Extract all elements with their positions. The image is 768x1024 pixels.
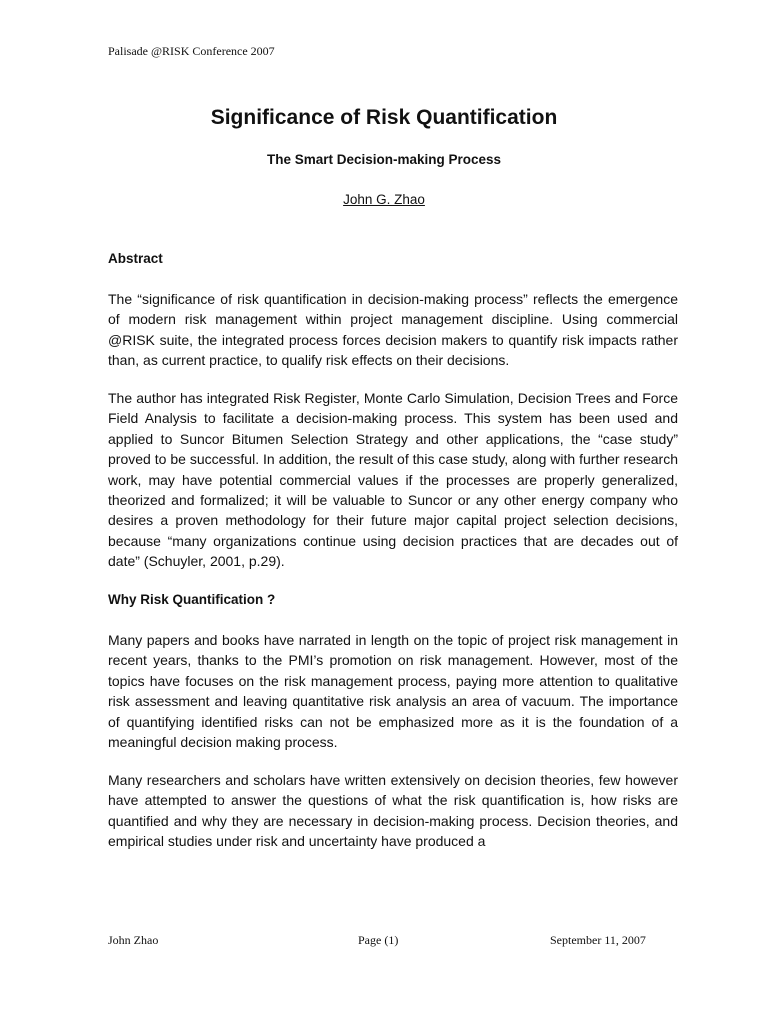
abstract-heading: Abstract xyxy=(108,251,163,266)
why-risk-paragraph-1: Many papers and books have narrated in length on the topic of project risk management in recent years, thanks to the PMI’s promotion on risk management. However, most of the topics have focuses on the risk management process, paying more attention to qualitative risk assessment and leaving quantitative risk analysis an area of vacuum. The importance of quantifying identified risks can not be emphasized more as it is the foundation of a meaningful decision making process. xyxy=(108,632,678,751)
footer-page-number: Page (1) xyxy=(358,933,399,947)
footer-author: John Zhao xyxy=(108,933,159,947)
author-line xyxy=(0,191,768,209)
abstract-paragraph-1: The “significance of risk quantification in decision-making process” reflects the emergence of modern risk management within project management discipline. Using commercial @RISK suite, the integrated process forces decision makers to quantify risk impacts rather than, as current practice, to qualify risk effects on their decisions. xyxy=(108,291,678,369)
author-name: John G. Zhao xyxy=(343,192,425,207)
footer-date: September 11, 2007 xyxy=(550,933,646,947)
why-risk-paragraph-2: Many researchers and scholars have written extensively on decision theories, few however have attempted to answer the questions of what the risk quantification is, how risks are quantified and why they are necessary in decision-making process. Decision theories, and empirical studies under risk and uncertainty have produced a xyxy=(108,772,678,850)
running-header: Palisade @RISK Conference 2007 xyxy=(108,44,275,58)
why-risk-heading: Why Risk Quantification ? xyxy=(108,592,276,607)
paper-title: Significance of Risk Quantification xyxy=(210,106,558,129)
abstract-paragraph-2: The author has integrated Risk Register, Monte Carlo Simulation, Decision Trees and Force Field Analysis to facilitate a decision-making process. This system has been used and applied to Suncor Bitumen Selection Strategy and other applications, the “case study” proved to be successful. In addition, the result of this case study, along with further research work, may have potential commercial values if the processes are properly generalized, theorized and formalized; it will be valuable to Suncor or any other energy company who desires a proven methodology for their future major capital project selection decisions, because “many organizations continue using decision practices that are decades out of date” (Schuyler, 2001, p.29). xyxy=(108,390,678,570)
paper-subtitle: The Smart Decision-making Process xyxy=(266,152,502,167)
